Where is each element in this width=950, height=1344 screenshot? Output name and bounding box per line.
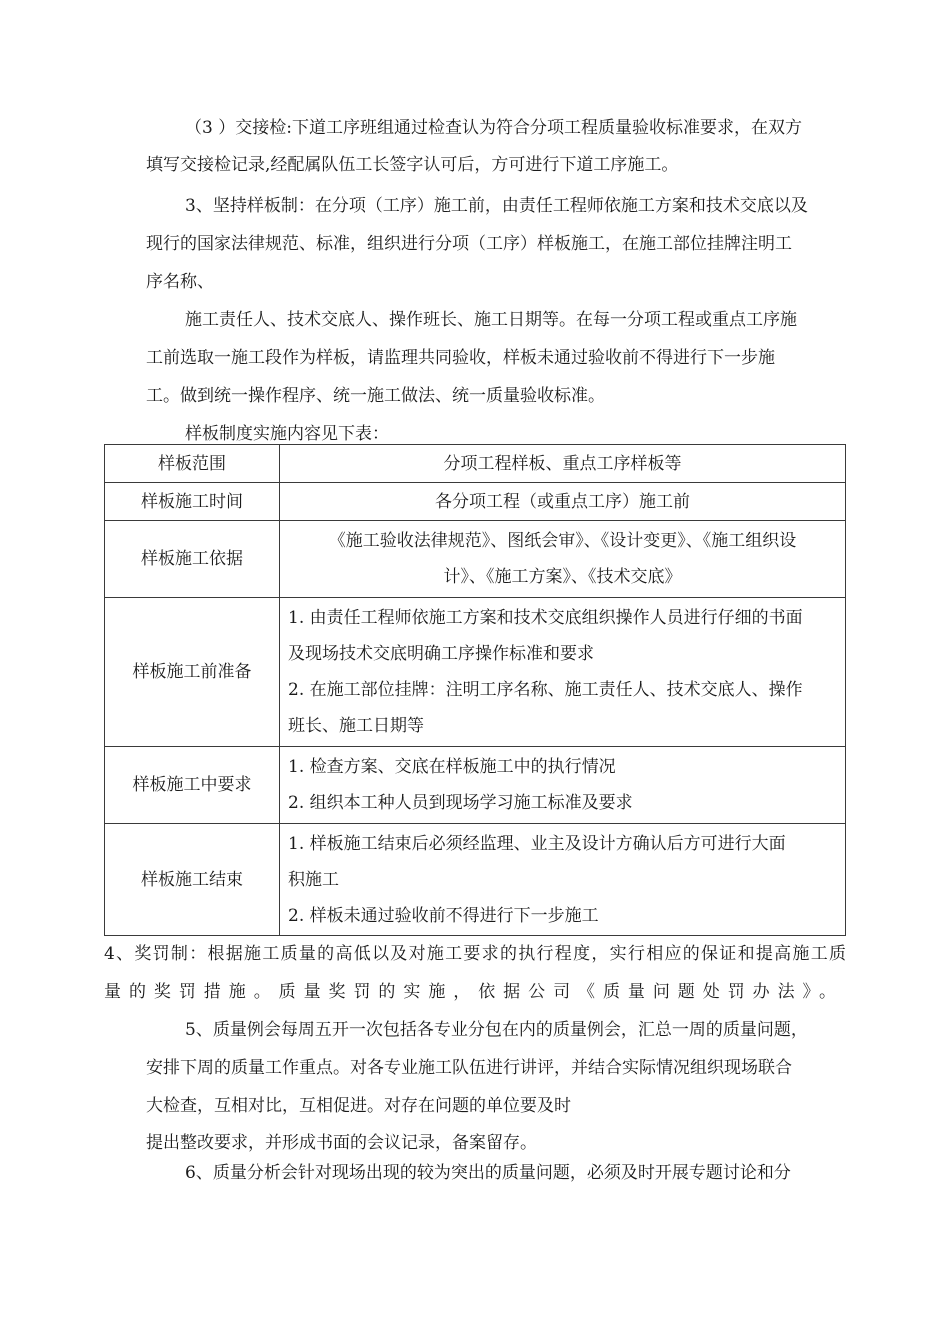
row-value [280, 483, 846, 521]
paragraph-line: 量的奖罚措施。质量奖罚的实施，依据公司《质量问题处罚办法》。 [104, 982, 836, 1002]
table-row [105, 824, 846, 936]
table-row [105, 747, 846, 824]
table-row [105, 598, 846, 747]
cell-line: 1. 样板施工结束后必须经监理、业主及设计方确认后方可进行大面 [288, 833, 786, 854]
row-value [280, 598, 846, 747]
table-row [105, 445, 846, 483]
row-key: 样板施工中要求 [105, 747, 280, 824]
row-key: 样板施工前准备 [105, 598, 280, 747]
row-value [280, 824, 846, 936]
paragraph-line: 提出整改要求，并形成书面的会议记录，备案留存。 [146, 1133, 537, 1153]
paragraph-line: 工。做到统一操作程序、统一施工做法、统一质量验收标准。 [146, 386, 605, 406]
paragraph-line: 大检查，互相对比，互相促进。对存在问题的单位要及时 [146, 1096, 571, 1116]
row-value [280, 747, 846, 824]
cell-line: 1. 检查方案、交底在样板施工中的执行情况 [288, 757, 616, 777]
sample-system-table [104, 444, 846, 936]
cell-line: 2. 样板未通过验收前不得进行下一步施工 [288, 905, 599, 926]
cell-line: 积施工 [288, 869, 339, 890]
row-key: 样板施工时间 [105, 483, 280, 521]
table-row [105, 521, 846, 598]
paragraph-line: 安排下周的质量工作重点。对各专业施工队伍进行讲评，并结合实际情况组织现场联合 [146, 1058, 792, 1078]
paragraph-line: （3 ）交接检:下道工序班组通过检查认为符合分项工程质量验收标准要求，在双方 [185, 118, 802, 138]
paragraph-line: 填写交接检记录,经配属队伍工长签字认可后，方可进行下道工序施工。 [146, 155, 679, 175]
row-key: 样板施工结束 [105, 824, 280, 936]
cell-line: 2. 在施工部位挂牌：注明工序名称、施工责任人、技术交底人、操作 [288, 680, 803, 700]
row-key: 样板范围 [105, 445, 280, 483]
cell-line: 2. 组织本工种人员到现场学习施工标准及要求 [288, 793, 633, 813]
paragraph-line: 5、质量例会每周五开一次包括各专业分包在内的质量例会，汇总一周的质量问题， [185, 1020, 808, 1040]
paragraph-line: 4、奖罚制：根据施工质量的高低以及对施工要求的执行程度，实行相应的保证和提高施工质 [104, 944, 846, 964]
paragraph-line: 工前选取一施工段作为样板，请监理共同验收，样板未通过验收前不得进行下一步施 [146, 348, 775, 368]
paragraph-line: 现行的国家法律规范、标准，组织进行分项（工序）样板施工，在施工部位挂牌注明工 [146, 234, 792, 254]
paragraph-line: 6、质量分析会针对现场出现的较为突出的质量问题，必须及时开展专题讨论和分 [185, 1163, 791, 1183]
cell-line: 班长、施工日期等 [288, 716, 424, 736]
paragraph-line: 施工责任人、技术交底人、操作班长、施工日期等。在每一分项工程或重点工序施 [185, 310, 797, 330]
paragraph-line: 序名称、 [146, 272, 214, 292]
cell-line: 1. 由责任工程师依施工方案和技术交底组织操作人员进行仔细的书面 [288, 608, 803, 628]
row-value [280, 521, 846, 598]
row-key: 样板施工依据 [105, 521, 280, 598]
cell-line: 各分项工程（或重点工序）施工前 [435, 491, 690, 512]
row-value [280, 445, 846, 483]
cell-line: 分项工程样板、重点工序样板等 [443, 453, 682, 474]
table-row [105, 483, 846, 521]
cell-line: 《施工验收法律规范》、图纸会审》、《设计变更》、《施工组织设 [328, 531, 797, 551]
table-caption: 样板制度实施内容见下表： [185, 424, 389, 444]
cell-line: 计》、《施工方案》、《技术交底》 [443, 567, 682, 587]
cell-line: 及现场技术交底明确工序操作标准和要求 [288, 644, 594, 664]
paragraph-line: 3、坚持样板制：在分项（工序）施工前，由责任工程师依施工方案和技术交底以及 [185, 196, 808, 216]
